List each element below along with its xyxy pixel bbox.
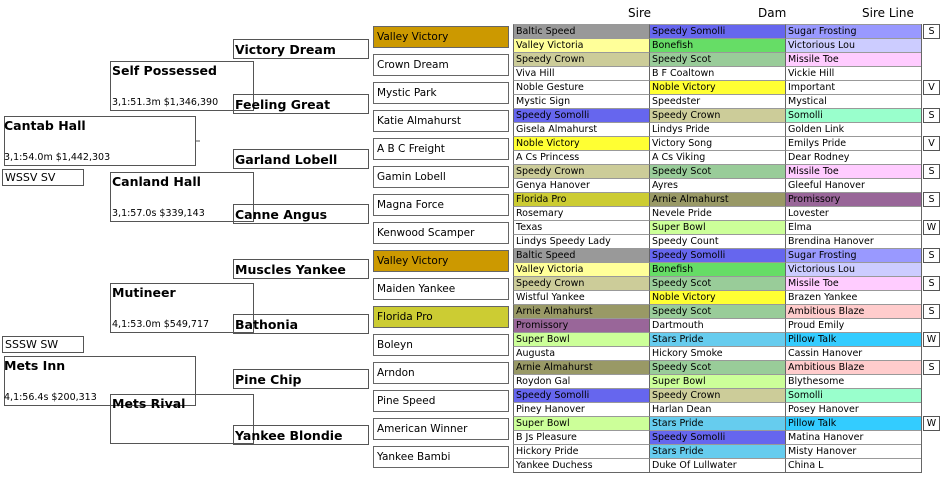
gen5-sire-line[interactable]: Important [785,80,921,94]
sire-line-flag: W [923,220,940,235]
sire-line-flag: S [923,108,940,123]
gen5-dam[interactable]: Speedy Somolli [649,24,785,38]
gen5-sire[interactable]: Genya Hanover [513,178,649,192]
gen5-sire-line[interactable]: Victorious Lou [785,38,921,52]
gen4-horse[interactable]: Gamin Lobell [373,166,509,188]
gen5-sire[interactable]: Yankee Duchess [513,458,649,472]
gen5-sire[interactable]: Super Bowl [513,332,649,346]
gen5-dam[interactable]: Speedy Somolli [649,430,785,444]
gen5-dam[interactable]: Nevele Pride [649,206,785,220]
gen5-dam[interactable]: Super Bowl [649,220,785,234]
gen5-dam[interactable]: Stars Pride [649,416,785,430]
gen5-dam[interactable]: Noble Victory [649,80,785,94]
gen4-horse[interactable]: Pine Speed [373,390,509,412]
gen3-name[interactable]: Feeling Great [235,97,331,112]
gen5-sire-line[interactable]: Victorious Lou [785,262,921,276]
gen5-dam[interactable]: Stars Pride [649,444,785,458]
gen5-sire[interactable]: Noble Victory [513,136,649,150]
header-dam: Dam [758,6,787,20]
gen4-horse[interactable]: Mystic Park [373,82,509,104]
gen5-dam[interactable]: Speedy Crown [649,108,785,122]
gen5-sire[interactable]: Noble Gesture [513,80,649,94]
gen5-sire-line[interactable]: Dear Rodney [785,150,921,164]
gen5-sire[interactable]: Baltic Speed [513,248,649,262]
sire-line-flag: S [923,248,940,263]
gen5-dam[interactable]: Super Bowl [649,374,785,388]
gen2-record: 4,1:53.0m $549,717 [112,319,210,330]
gen5-sire-line[interactable]: Sugar Frosting [785,24,921,38]
gen5-sire[interactable]: Speedy Somolli [513,108,649,122]
gen5-dam[interactable]: Arnie Almahurst [649,192,785,206]
sire-line-flag: V [923,136,940,151]
gen5-sire-line[interactable]: Ambitious Blaze [785,360,921,374]
gen5-dam[interactable]: Speedy Scot [649,304,785,318]
gen5-sire-line[interactable]: Posey Hanover [785,402,921,416]
grid-right-border [921,24,922,472]
sire-name[interactable]: Cantab Hall [4,118,86,133]
gen5-sire-line[interactable]: Brendina Hanover [785,234,921,248]
sire-line-flag: W [923,332,940,347]
gen5-sire-line[interactable]: Missile Toe [785,276,921,290]
gen5-sire[interactable]: Texas [513,220,649,234]
sire-line-flag: S [923,360,940,375]
gen5-sire-line[interactable]: Emilys Pride [785,136,921,150]
gen5-sire[interactable]: Viva Hill [513,66,649,80]
dam-record: 4,1:56.4s $200,313 [4,392,97,403]
gen5-sire-line[interactable]: Brazen Yankee [785,290,921,304]
dam-name[interactable]: Mets Inn [4,358,66,373]
gen5-sire-line[interactable]: Lovester [785,206,921,220]
gen5-dam[interactable]: Speedy Somolli [649,248,785,262]
sire-line-flag: S [923,192,940,207]
grid-bottom-border [513,472,922,473]
gen3-name[interactable]: Victory Dream [235,42,336,57]
gen4-horse[interactable]: Boleyn [373,334,509,356]
gen4-horse[interactable]: Crown Dream [373,54,509,76]
sire-line-flag: W [923,416,940,431]
header-sire: Sire [628,6,652,20]
gen5-dam[interactable]: Hickory Smoke [649,346,785,360]
gen5-sire-line[interactable]: Cassin Hanover [785,346,921,360]
gen5-sire-line[interactable]: Mystical [785,94,921,108]
gen5-sire-line[interactable]: Pillow Talk [785,332,921,346]
gen5-sire-line[interactable]: Missile Toe [785,52,921,66]
gen5-dam[interactable]: Speedy Count [649,234,785,248]
gen5-sire-line[interactable]: Blythesome [785,374,921,388]
gen5-sire-line[interactable]: Ambitious Blaze [785,304,921,318]
gen5-sire[interactable]: Wistful Yankee [513,290,649,304]
sire-code: WSSV SV [5,171,56,184]
gen4-horse[interactable]: Valley Victory [373,26,509,48]
sire-line-flag: S [923,304,940,319]
gen5-sire-line[interactable]: Somolli [785,388,921,402]
gen4-horse[interactable]: Magna Force [373,194,509,216]
gen5-sire-line[interactable]: China L [785,458,921,472]
sire-line-flag: S [923,276,940,291]
gen4-horse[interactable]: American Winner [373,418,509,440]
gen5-sire[interactable]: Valley Victoria [513,262,649,276]
gen5-sire[interactable]: Piney Hanover [513,402,649,416]
gen5-dam[interactable]: Harlan Dean [649,402,785,416]
sire-line-flag: S [923,164,940,179]
gen5-dam[interactable]: Speedy Scot [649,164,785,178]
gen4-horse[interactable]: A B C Freight [373,138,509,160]
gen4-horse[interactable]: Maiden Yankee [373,278,509,300]
gen5-dam[interactable]: A Cs Viking [649,150,785,164]
gen5-dam[interactable]: Bonefish [649,262,785,276]
gen5-sire[interactable]: Super Bowl [513,416,649,430]
gen5-sire[interactable]: Lindys Speedy Lady [513,234,649,248]
gen5-sire[interactable]: Roydon Gal [513,374,649,388]
gen4-horse[interactable]: Yankee Bambi [373,446,509,468]
gen5-sire[interactable]: Baltic Speed [513,24,649,38]
gen4-horse[interactable]: Kenwood Scamper [373,222,509,244]
gen5-dam[interactable]: Stars Pride [649,332,785,346]
gen5-sire-line[interactable]: Missile Toe [785,164,921,178]
gen2-name[interactable]: Self Possessed [112,63,217,78]
gen5-dam[interactable]: Speedy Scot [649,52,785,66]
gen5-sire[interactable]: Speedy Somolli [513,388,649,402]
gen5-sire[interactable]: Arnie Almahurst [513,304,649,318]
gen5-sire[interactable]: Mystic Sign [513,94,649,108]
gen5-sire-line[interactable]: Vickie Hill [785,66,921,80]
gen4-horse[interactable]: Valley Victory [373,250,509,272]
gen5-dam[interactable]: Victory Song [649,136,785,150]
gen4-horse[interactable]: Florida Pro [373,306,509,328]
gen2-name[interactable]: Mutineer [112,285,176,300]
gen3-name[interactable]: Canne Angus [235,207,328,222]
gen2-record: 3,1:57.0s $339,143 [112,208,205,219]
header-sire-line: Sire Line [862,6,914,20]
gen5-dam[interactable]: Lindys Pride [649,122,785,136]
gen3-name[interactable]: Garland Lobell [235,152,338,167]
gen5-dam[interactable]: Dartmouth [649,318,785,332]
gen5-sire[interactable]: Speedy Crown [513,164,649,178]
sire-record: 3,1:54.0m $1,442,303 [4,152,111,163]
gen3-name[interactable]: Pine Chip [235,372,302,387]
gen5-sire-line[interactable]: Somolli [785,108,921,122]
gen4-horse[interactable]: Katie Almahurst [373,110,509,132]
gen5-dam[interactable]: Speedy Scot [649,276,785,290]
gen5-sire[interactable]: Hickory Pride [513,444,649,458]
gen3-name[interactable]: Bathonia [235,317,299,332]
gen5-sire[interactable]: Gisela Almahurst [513,122,649,136]
gen5-sire[interactable]: B Js Pleasure [513,430,649,444]
gen5-sire[interactable]: Rosemary [513,206,649,220]
gen5-dam[interactable]: Speedster [649,94,785,108]
gen2-name[interactable]: Mets Rival [112,396,186,411]
gen5-sire[interactable]: Valley Victoria [513,38,649,52]
gen5-sire[interactable]: A Cs Princess [513,150,649,164]
gen5-dam[interactable]: Noble Victory [649,290,785,304]
gen5-dam[interactable]: Duke Of Lullwater [649,458,785,472]
gen5-dam[interactable]: Speedy Crown [649,388,785,402]
gen5-sire[interactable]: Arnie Almahurst [513,360,649,374]
gen4-horse[interactable]: Arndon [373,362,509,384]
gen5-sire-line[interactable]: Proud Emily [785,318,921,332]
gen5-sire-line[interactable]: Sugar Frosting [785,248,921,262]
sire-line-flag: V [923,80,940,95]
gen3-name[interactable]: Yankee Blondie [235,428,343,443]
gen5-sire[interactable]: Augusta [513,346,649,360]
gen5-dam[interactable]: Bonefish [649,38,785,52]
gen5-dam[interactable]: Ayres [649,178,785,192]
gen5-sire[interactable]: Speedy Crown [513,52,649,66]
gen5-sire-line[interactable]: Elma [785,220,921,234]
gen5-sire-line[interactable]: Matina Hanover [785,430,921,444]
gen2-record: 3,1:51.3m $1,346,390 [112,97,219,108]
gen5-sire[interactable]: Florida Pro [513,192,649,206]
dam-code: SSSW SW [5,338,59,351]
gen2-name[interactable]: Canland Hall [112,174,201,189]
gen5-sire-line[interactable]: Misty Hanover [785,444,921,458]
sire-line-flag: S [923,24,940,39]
gen3-name[interactable]: Muscles Yankee [235,262,346,277]
gen5-sire-line[interactable]: Pillow Talk [785,416,921,430]
gen5-sire-line[interactable]: Gleeful Hanover [785,178,921,192]
gen5-sire-line[interactable]: Promissory [785,192,921,206]
gen5-sire-line[interactable]: Golden Link [785,122,921,136]
gen5-sire[interactable]: Speedy Crown [513,276,649,290]
gen5-dam[interactable]: Speedy Scot [649,360,785,374]
gen5-sire[interactable]: Promissory [513,318,649,332]
gen5-dam[interactable]: B F Coaltown [649,66,785,80]
